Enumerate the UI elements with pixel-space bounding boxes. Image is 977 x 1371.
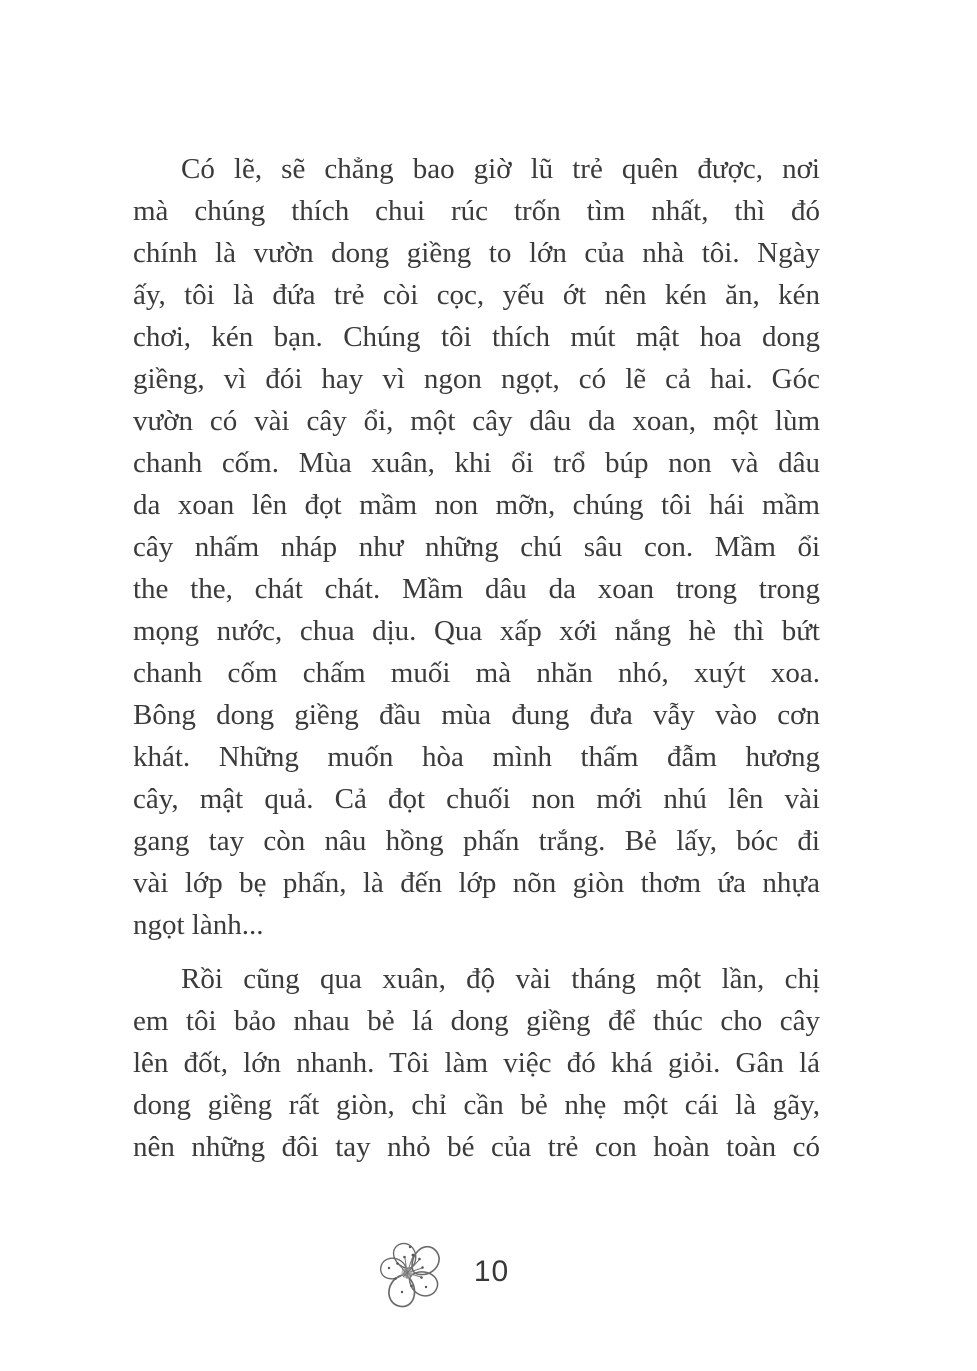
text-line: vài lớp bẹ phấn, là đến lớp nõn giòn thơm ứa nhựa <box>133 867 820 899</box>
text-line: Có lẽ, sẽ chẳng bao giờ lũ trẻ quên được, nơi <box>181 153 820 185</box>
text-line: lên đốt, lớn nhanh. Tôi làm việc đó khá giỏi. Gân lá <box>133 1047 820 1079</box>
text-line: cây, mật quả. Cả đọt chuối non mới nhú lên vài <box>133 783 820 815</box>
page-number: 10 <box>473 1255 510 1288</box>
text-line: Rồi cũng qua xuân, độ vài tháng một lần, chị <box>181 963 820 995</box>
text-line: em tôi bảo nhau bẻ lá dong giềng để thúc cho cây <box>133 1005 820 1037</box>
text-line: dong giềng rất giòn, chỉ cần bẻ nhẹ một cái là gãy, <box>133 1089 820 1121</box>
text-line: vườn có vài cây ổi, một cây dâu da xoan, một lùm <box>133 405 820 437</box>
text-line: chanh cốm. Mùa xuân, khi ổi trổ búp non và dâu <box>133 447 820 479</box>
paragraph <box>133 148 820 946</box>
text-line: nên những đôi tay nhỏ bé của trẻ con hoàn toàn có <box>133 1131 820 1163</box>
text-line: cây nhấm nháp như những chú sâu con. Mầm ổi <box>133 531 820 563</box>
text-block <box>133 148 820 1180</box>
text-line: ấy, tôi là đứa trẻ còi cọc, yếu ớt nên kén ăn, kén <box>133 279 820 311</box>
text-line: gang tay còn nâu hồng phấn trắng. Bẻ lấy, bóc đi <box>133 825 820 857</box>
text-line: mà chúng thích chui rúc trốn tìm nhất, thì đó <box>133 195 820 227</box>
text-line: giềng, vì đói hay vì ngon ngọt, có lẽ cả hai. Góc <box>133 363 820 395</box>
text-line: ngọt lành... <box>133 909 264 941</box>
text-line: da xoan lên đọt mầm non mỡn, chúng tôi hái mầm <box>133 489 820 521</box>
text-line: chính là vườn dong giềng to lớn của nhà tôi. Ngày <box>133 237 820 269</box>
text-line: chơi, kén bạn. Chúng tôi thích mút mật hoa dong <box>133 321 820 353</box>
text-line: chanh cốm chấm muối mà nhăn nhó, xuýt xoa. <box>133 657 820 689</box>
text-line: Bông dong giềng đầu mùa đung đưa vẫy vào cơn <box>133 699 820 731</box>
text-line: mọng nước, chua dịu. Qua xấp xới nắng hè thì bứt <box>133 615 820 647</box>
text-line: the the, chát chát. Mầm dâu da xoan trong trong <box>133 573 820 605</box>
paragraph <box>133 958 820 1168</box>
plum-blossom-icon <box>368 1236 450 1308</box>
page-footer <box>0 1234 927 1310</box>
text-line: khát. Những muốn hòa mình thấm đẫm hương <box>133 741 820 773</box>
